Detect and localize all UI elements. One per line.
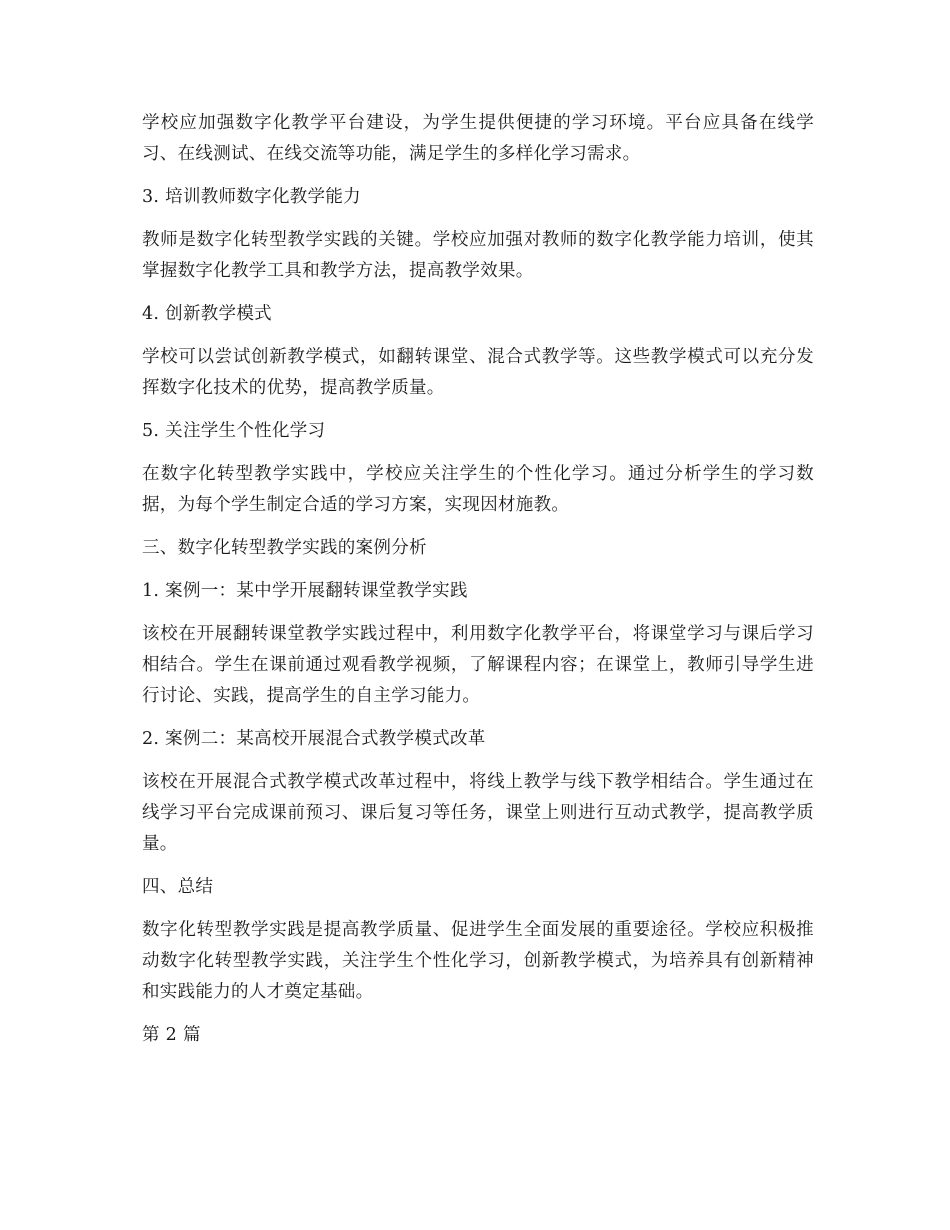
paragraph-summary: 数字化转型教学实践是提高教学质量、促进学生全面发展的重要途径。学校应积极推动数字化转型教学实践，关注学生个性化学习，创新教学模式，为培养具有创新精神和实践能力的人才奠定基础。 — [142, 920, 814, 1002]
section-heading-case-analysis: 三、数字化转型教学实践的案例分析 — [142, 538, 427, 558]
section-heading-summary: 四、总结 — [142, 877, 214, 897]
paragraph-case-two: 该校在开展混合式教学模式改革过程中，将线上教学与线下教学相结合。学生通过在线学习平台完成课前预习、课后复习等任务，课堂上则进行互动式教学，提高教学质量。 — [142, 772, 814, 854]
heading-personalized-learning: 5. 关注学生个性化学习 — [142, 421, 326, 441]
heading-innovate-model: 4. 创新教学模式 — [142, 304, 272, 324]
heading-train-teachers: 3. 培训教师数字化教学能力 — [142, 187, 361, 207]
paragraph-platform-construction: 学校应加强数字化教学平台建设，为学生提供便捷的学习环境。平台应具备在线学习、在线测试、在线交流等功能，满足学生的多样化学习需求。 — [142, 113, 814, 164]
paragraph-teacher-training: 教师是数字化转型教学实践的关键。学校应加强对教师的数字化教学能力培训，使其掌握数字化教学工具和教学方法，提高教学效果。 — [142, 230, 814, 281]
heading-case-one: 1. 案例一：某中学开展翻转课堂教学实践 — [142, 581, 468, 601]
paragraph-case-one: 该校在开展翻转课堂教学实践过程中，利用数字化教学平台，将课堂学习与课后学习相结合。学生在课前通过观看教学视频，了解课程内容；在课堂上，教师引导学生进行讨论、实践，提高学生的自主学习能力。 — [142, 624, 814, 706]
paragraph-personalized-learning: 在数字化转型教学实践中，学校应关注学生的个性化学习。通过分析学生的学习数据，为每个学生制定合适的学习方案，实现因材施教。 — [142, 464, 814, 515]
document-page — [142, 108, 814, 1051]
part-heading-second: 第 2 篇 — [142, 1025, 201, 1045]
heading-case-two: 2. 案例二：某高校开展混合式教学模式改革 — [142, 729, 486, 749]
paragraph-innovate-model: 学校可以尝试创新教学模式，如翻转课堂、混合式教学等。这些教学模式可以充分发挥数字化技术的优势，提高教学质量。 — [142, 347, 814, 398]
